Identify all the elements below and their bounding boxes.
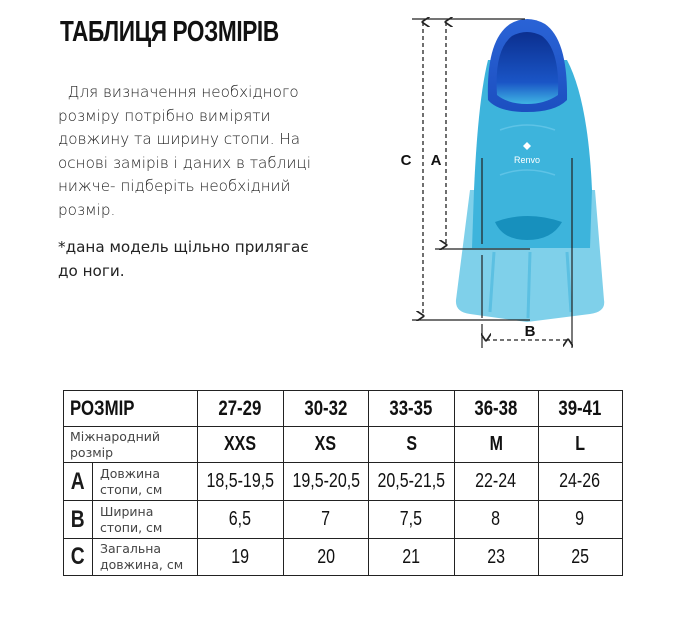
- size-chart-table: [63, 390, 623, 576]
- size-cell: 27-29: [218, 396, 262, 420]
- table-row-international: [64, 427, 623, 463]
- row-label-line: Загальна: [100, 541, 162, 556]
- table-row-c: [64, 539, 623, 576]
- note-line: до ноги.: [58, 261, 125, 280]
- value-cell: 21: [402, 545, 421, 568]
- intl-label-line: Міжнародний: [70, 428, 160, 444]
- row-label-line: Довжина: [100, 465, 160, 481]
- value-cell: 7: [321, 508, 331, 530]
- page-title: ТАБЛИЦЯ РОЗМІРІВ: [60, 16, 279, 48]
- intl-size-cell: XXS: [224, 433, 257, 455]
- table-row-size: [64, 391, 623, 427]
- description: [58, 81, 358, 222]
- value-cell: 23: [487, 545, 505, 568]
- size-cell: 39-41: [558, 396, 602, 420]
- description-line: довжину та ширину стопи. На: [58, 130, 301, 148]
- value-cell: 22-24: [475, 470, 517, 492]
- size-cell: 33-35: [389, 396, 433, 420]
- description-line: основі замірів і даних в таблиці: [58, 153, 311, 172]
- value-cell: 25: [571, 545, 589, 568]
- row-label-line: Ширина: [100, 503, 154, 519]
- description-line: нижче- підберіть необхідний: [58, 177, 291, 195]
- intl-size-cell: M: [489, 433, 503, 455]
- intl-label-line: розмір: [70, 444, 114, 460]
- value-cell: 19,5-20,5: [291, 470, 360, 492]
- row-label-line: стопи, см: [100, 481, 163, 497]
- fin-diagram: [395, 0, 635, 360]
- value-cell: 18,5-19,5: [206, 470, 275, 492]
- value-cell: 8: [491, 508, 501, 530]
- value-cell: 20,5-21,5: [377, 470, 446, 492]
- fit-note: [58, 236, 358, 283]
- intl-size-cell: XS: [315, 433, 337, 455]
- row-letter-a: A: [71, 467, 85, 495]
- swim-fin-illustration: [395, 0, 635, 360]
- table-row-a: [64, 463, 623, 501]
- label-a: A: [430, 152, 442, 169]
- row-letter-b: B: [71, 505, 85, 533]
- description-line: Для визначення необхідного: [58, 83, 299, 101]
- row-label-line: стопи, см: [100, 519, 163, 535]
- value-cell: 6,5: [229, 508, 252, 530]
- description-line: розміру потрібно виміряти: [58, 106, 271, 125]
- value-cell: 9: [575, 508, 585, 530]
- table-row-b: [64, 501, 623, 539]
- intl-size-cell: S: [405, 433, 417, 455]
- size-cell: 36-38: [474, 396, 518, 420]
- row-letter-c: C: [71, 543, 85, 570]
- intl-size-cell: L: [575, 433, 585, 455]
- brand-name: Renvo: [513, 155, 541, 165]
- size-header-label: РОЗМІР: [70, 396, 135, 420]
- label-c: C: [400, 152, 412, 169]
- label-b: B: [524, 323, 536, 340]
- row-label-line: довжина, см: [100, 557, 184, 572]
- description-line: розмір.: [58, 200, 116, 219]
- value-cell: 24-26: [559, 470, 601, 492]
- value-cell: 19: [231, 545, 250, 568]
- value-cell: 20: [316, 545, 335, 568]
- note-line: *дана модель щільно прилягає: [58, 238, 309, 256]
- size-cell: 30-32: [304, 396, 348, 420]
- value-cell: 7,5: [400, 508, 423, 530]
